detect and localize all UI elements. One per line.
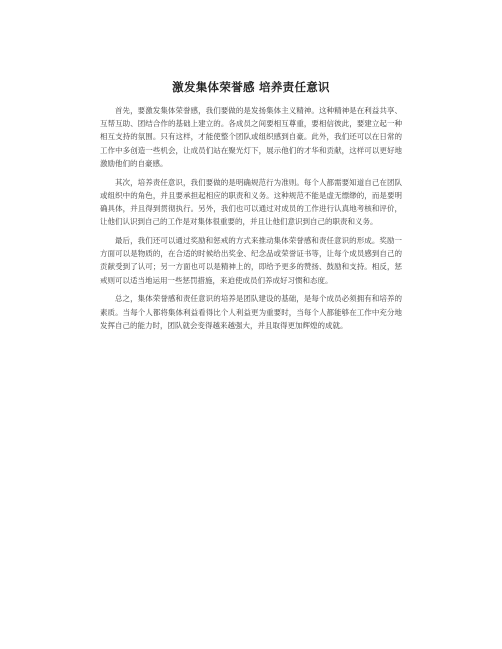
document-title: 激发集体荣誉感 培养责任意识 xyxy=(172,80,330,94)
paragraph-4: 总之，集体荣誉感和责任意识的培养是团队建设的基础，是每个成员必须拥有和培养的素质。当每个人都将集体利益看得比个人利益更为重要时，当每个人都能够在工作中充分地发挥自己的能力时，团队就会变得越来越强大，并且取得更加辉煌的成就。 xyxy=(100,294,402,330)
paragraph-3: 最后，我们还可以通过奖励和惩戒的方式来推动集体荣誉感和责任意识的形成。奖励一方面可以是物质的，在合适的时候给出奖金、纪念品或荣誉证书等，让每个成员感到自己的贡献受到了认可；另一方面也可以是精神上的，即给予更多的赞扬、鼓励和支持。相反，惩戒则可以适当地运用一些惩罚措施，来迫使成员们养成好习惯和态度。 xyxy=(100,236,402,285)
document-body xyxy=(100,104,402,338)
paragraph-2: 其次，培养责任意识，我们要做的是明确规范行为准则。每个人都需要知道自己在团队或组织中的角色，并且要承担起相应的职责和义务。这种规范不能是虚无缥缈的，而是要明确具体，并且得到贯彻执行。另外，我们也可以通过对成员的工作进行认真地考核和评价，让他们认识到自己的工作是对集体很重要的，并且让他们意识到自己的职责和义务。 xyxy=(100,177,402,227)
paragraph-1: 首先，要激发集体荣誉感，我们要做的是发扬集体主义精神。这种精神是在利益共享、互帮互助、团结合作的基础上建立的。各成员之间要相互尊重，要相信彼此，要建立起一种相互支持的氛围。只有这样，才能使整个团队或组织感到自豪。此外，我们还可以在日常的工作中多创造一些机会，让成员们站在聚光灯下，展示他们的才华和贡献，这样可以更好地激励他们的自豪感。 xyxy=(100,106,402,168)
